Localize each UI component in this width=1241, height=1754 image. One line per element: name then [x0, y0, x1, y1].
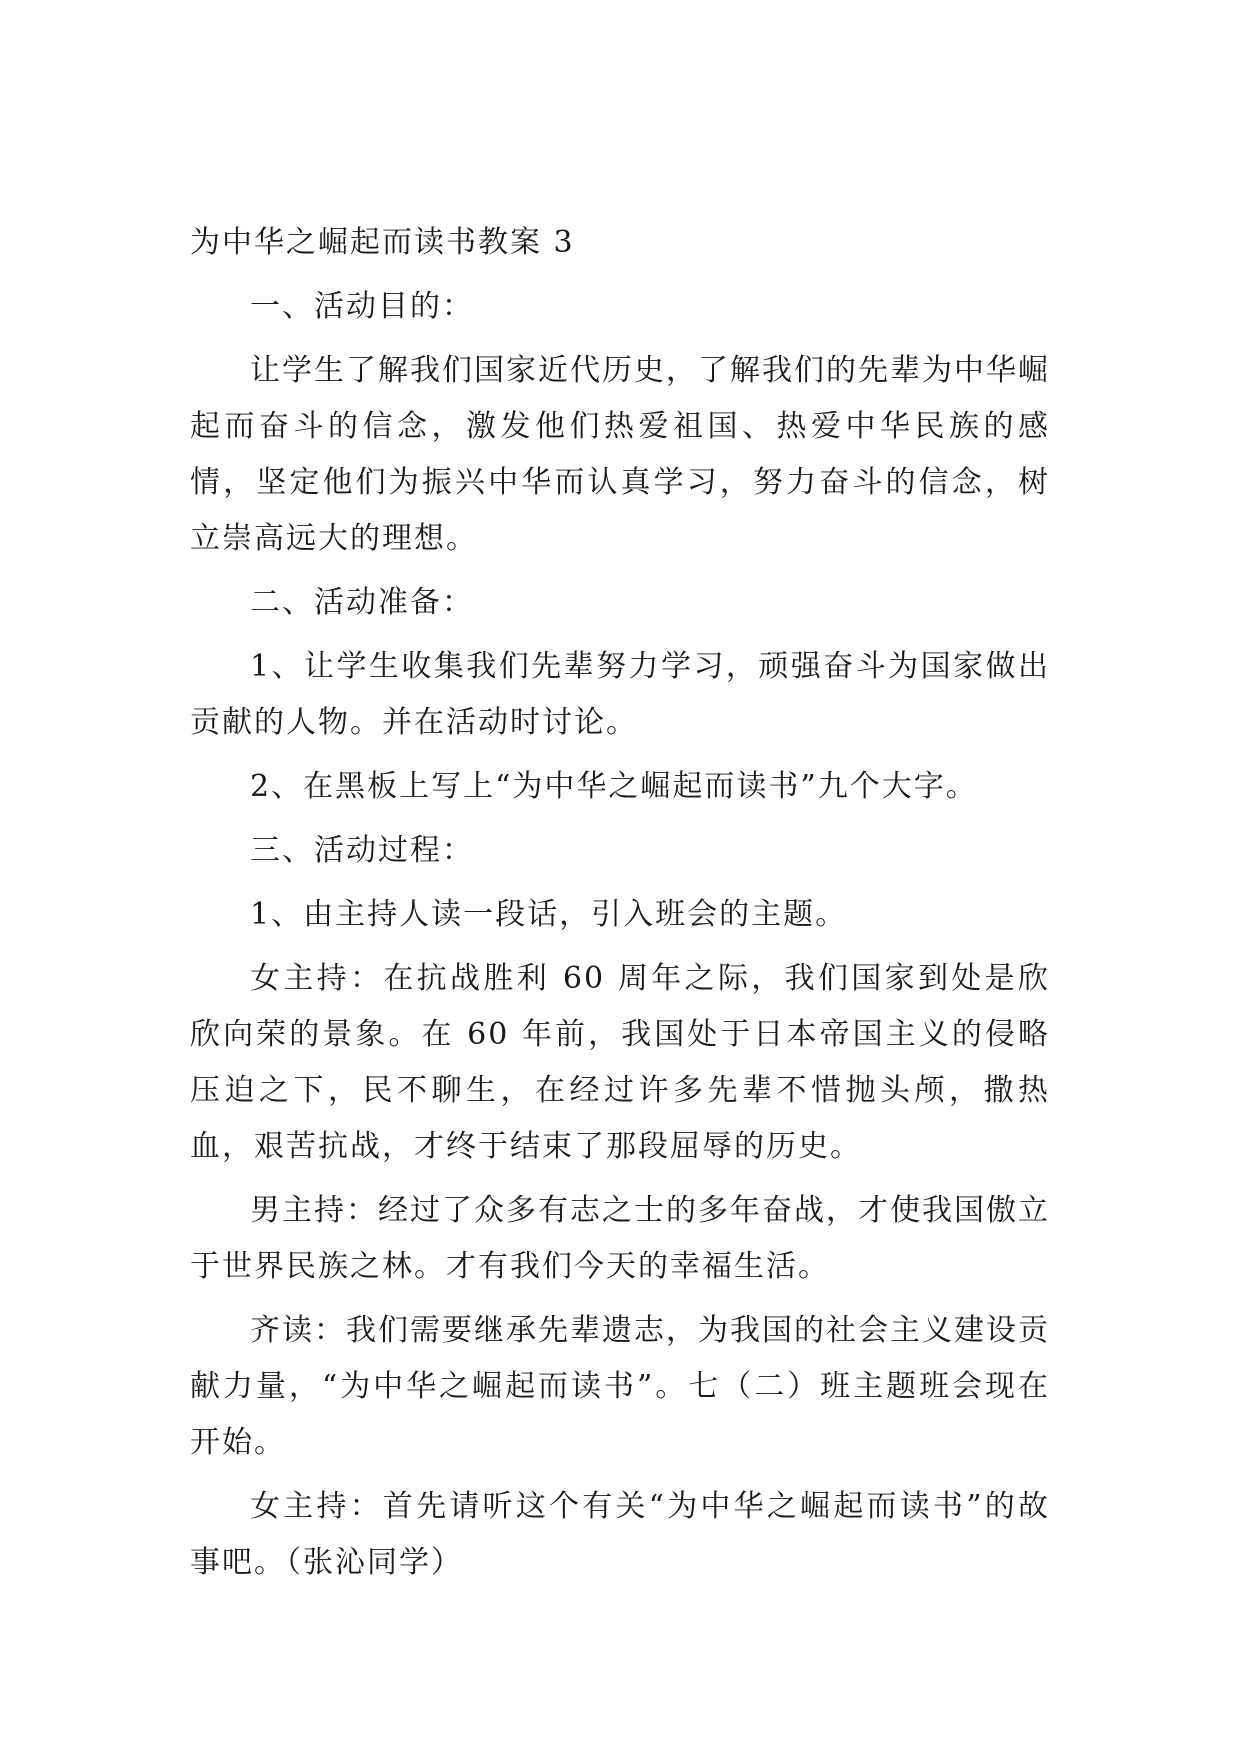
paragraph-process-1: 1、由主持人读一段话，引入班会的主题。 — [250, 897, 848, 932]
section-heading-process: 三、活动过程： — [250, 833, 474, 868]
section-heading-purpose: 一、活动目的： — [250, 289, 474, 324]
document-body — [190, 215, 1050, 1599]
paragraph-preparation-2: 2、在黑板上写上“为中华之崛起而读书”九个大字。 — [250, 769, 978, 804]
paragraph-male-host: 男主持：经过了众多有志之士的多年奋战，才使我国傲立于世界民族之林。才有我们今天的幸福生活。 — [190, 1193, 1050, 1284]
paragraph-preparation-1: 1、让学生收集我们先辈努力学习，顽强奋斗为国家做出贡献的人物。并在活动时讨论。 — [190, 649, 1050, 740]
section-heading-preparation: 二、活动准备： — [250, 585, 474, 620]
paragraph-female-host-2: 女主持：首先请听这个有关“为中华之崛起而读书”的故事吧。（张沁同学） — [190, 1489, 1050, 1580]
paragraph-read-together: 齐读：我们需要继承先辈遗志，为我国的社会主义建设贡献力量，“为中华之崛起而读书”。七（二）班主题班会现在开始。 — [190, 1313, 1050, 1460]
paragraph-female-host-1: 女主持：在抗战胜利 60 周年之际，我们国家到处是欣欣向荣的景象。在 60 年前，我国处于日本帝国主义的侵略压迫之下，民不聊生，在经过许多先辈不惜抛头颅，撒热血，艰苦抗战，才终于结束了那段屈辱的历史。 — [190, 961, 1050, 1164]
paragraph-purpose: 让学生了解我们国家近代历史，了解我们的先辈为中华崛起而奋斗的信念，激发他们热爱祖国、热爱中华民族的感情，坚定他们为振兴中华而认真学习，努力奋斗的信念，树立崇高远大的理想。 — [190, 353, 1050, 556]
document-title: 为中华之崛起而读书教案 3 — [190, 225, 575, 260]
